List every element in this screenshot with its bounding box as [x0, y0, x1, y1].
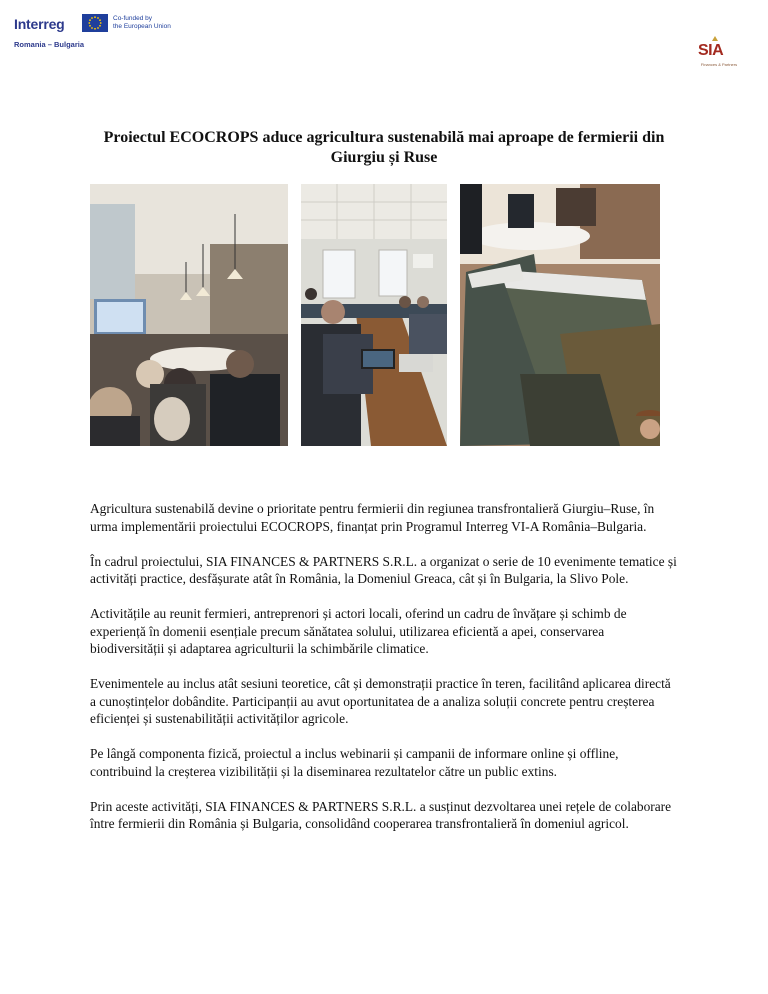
event-room-photo [90, 184, 288, 446]
article-body [90, 500, 680, 850]
paragraph-intro: Agricultura sustenabilă devine o prioritate pentru fermierii din regiunea transfrontalieră Giurgiu–Ruse, în urma implementării proiectului ECOCROPS, finanțat prin Programul Interreg VI-A România–Bulgaria. [90, 501, 655, 534]
paragraph-sessions: Evenimentele au inclus atât sesiuni teoretice, cât și demonstrații practice în teren, facilitând aplicarea directă a cunoștințelor dobândite. Participanții au avut oportunitatea de a analiza soluții concrete pentru creșterea eficienței și sustenabilității activităților agricole. [90, 676, 671, 726]
sia-wordmark: SIA [698, 42, 724, 59]
meeting-table-photo [301, 184, 447, 446]
interreg-wordmark: Interreg [14, 16, 65, 32]
brochures-photo [460, 184, 660, 446]
eu-flag-icon [82, 14, 108, 32]
document-title: Proiectul ECOCROPS aduce agricultura sustenabilă mai aproape de fermierii din Giurgiu și Ruse [103, 129, 665, 166]
paragraph-online: Pe lângă componenta fizică, proiectul a inclus webinarii și campanii de informare online și offline, contribuind la creșterea vizibilității și la diseminarea rezultatelor către un public extins. [90, 746, 619, 779]
program-region: Romania – Bulgaria [14, 40, 85, 49]
paragraph-conclusion: Prin aceste activități, SIA FINANCES & PARTNERS S.R.L. a susținut dezvoltarea unei rețele de colaborare între fermierii din România și Bulgaria, consolidând cooperarea transfrontalieră în domeniul agricol. [90, 798, 672, 831]
sia-tagline: Finances & Partners [700, 62, 738, 67]
sia-logo [672, 34, 762, 86]
paragraph-events: În cadrul proiectului, SIA FINANCES & PARTNERS S.R.L. a organizat o serie de 10 evenimente tematice și activități practice, desfășurate atât în România, la Domeniul Greaca, cât și în Bulgaria, la Slivo Pole. [90, 553, 677, 586]
interreg-logo [14, 14, 184, 50]
cofunded-text: Co-funded by the European Union [113, 15, 171, 30]
paragraph-activities: Activitățile au reunit fermieri, antreprenori și actori locali, oferind un cadru de învățare și schimb de experiență în domenii esențiale precum sănătatea solului, utilizarea eficientă a apei, conservarea biodiversității și adaptarea agriculturii la schimbările climatice. [90, 606, 627, 656]
